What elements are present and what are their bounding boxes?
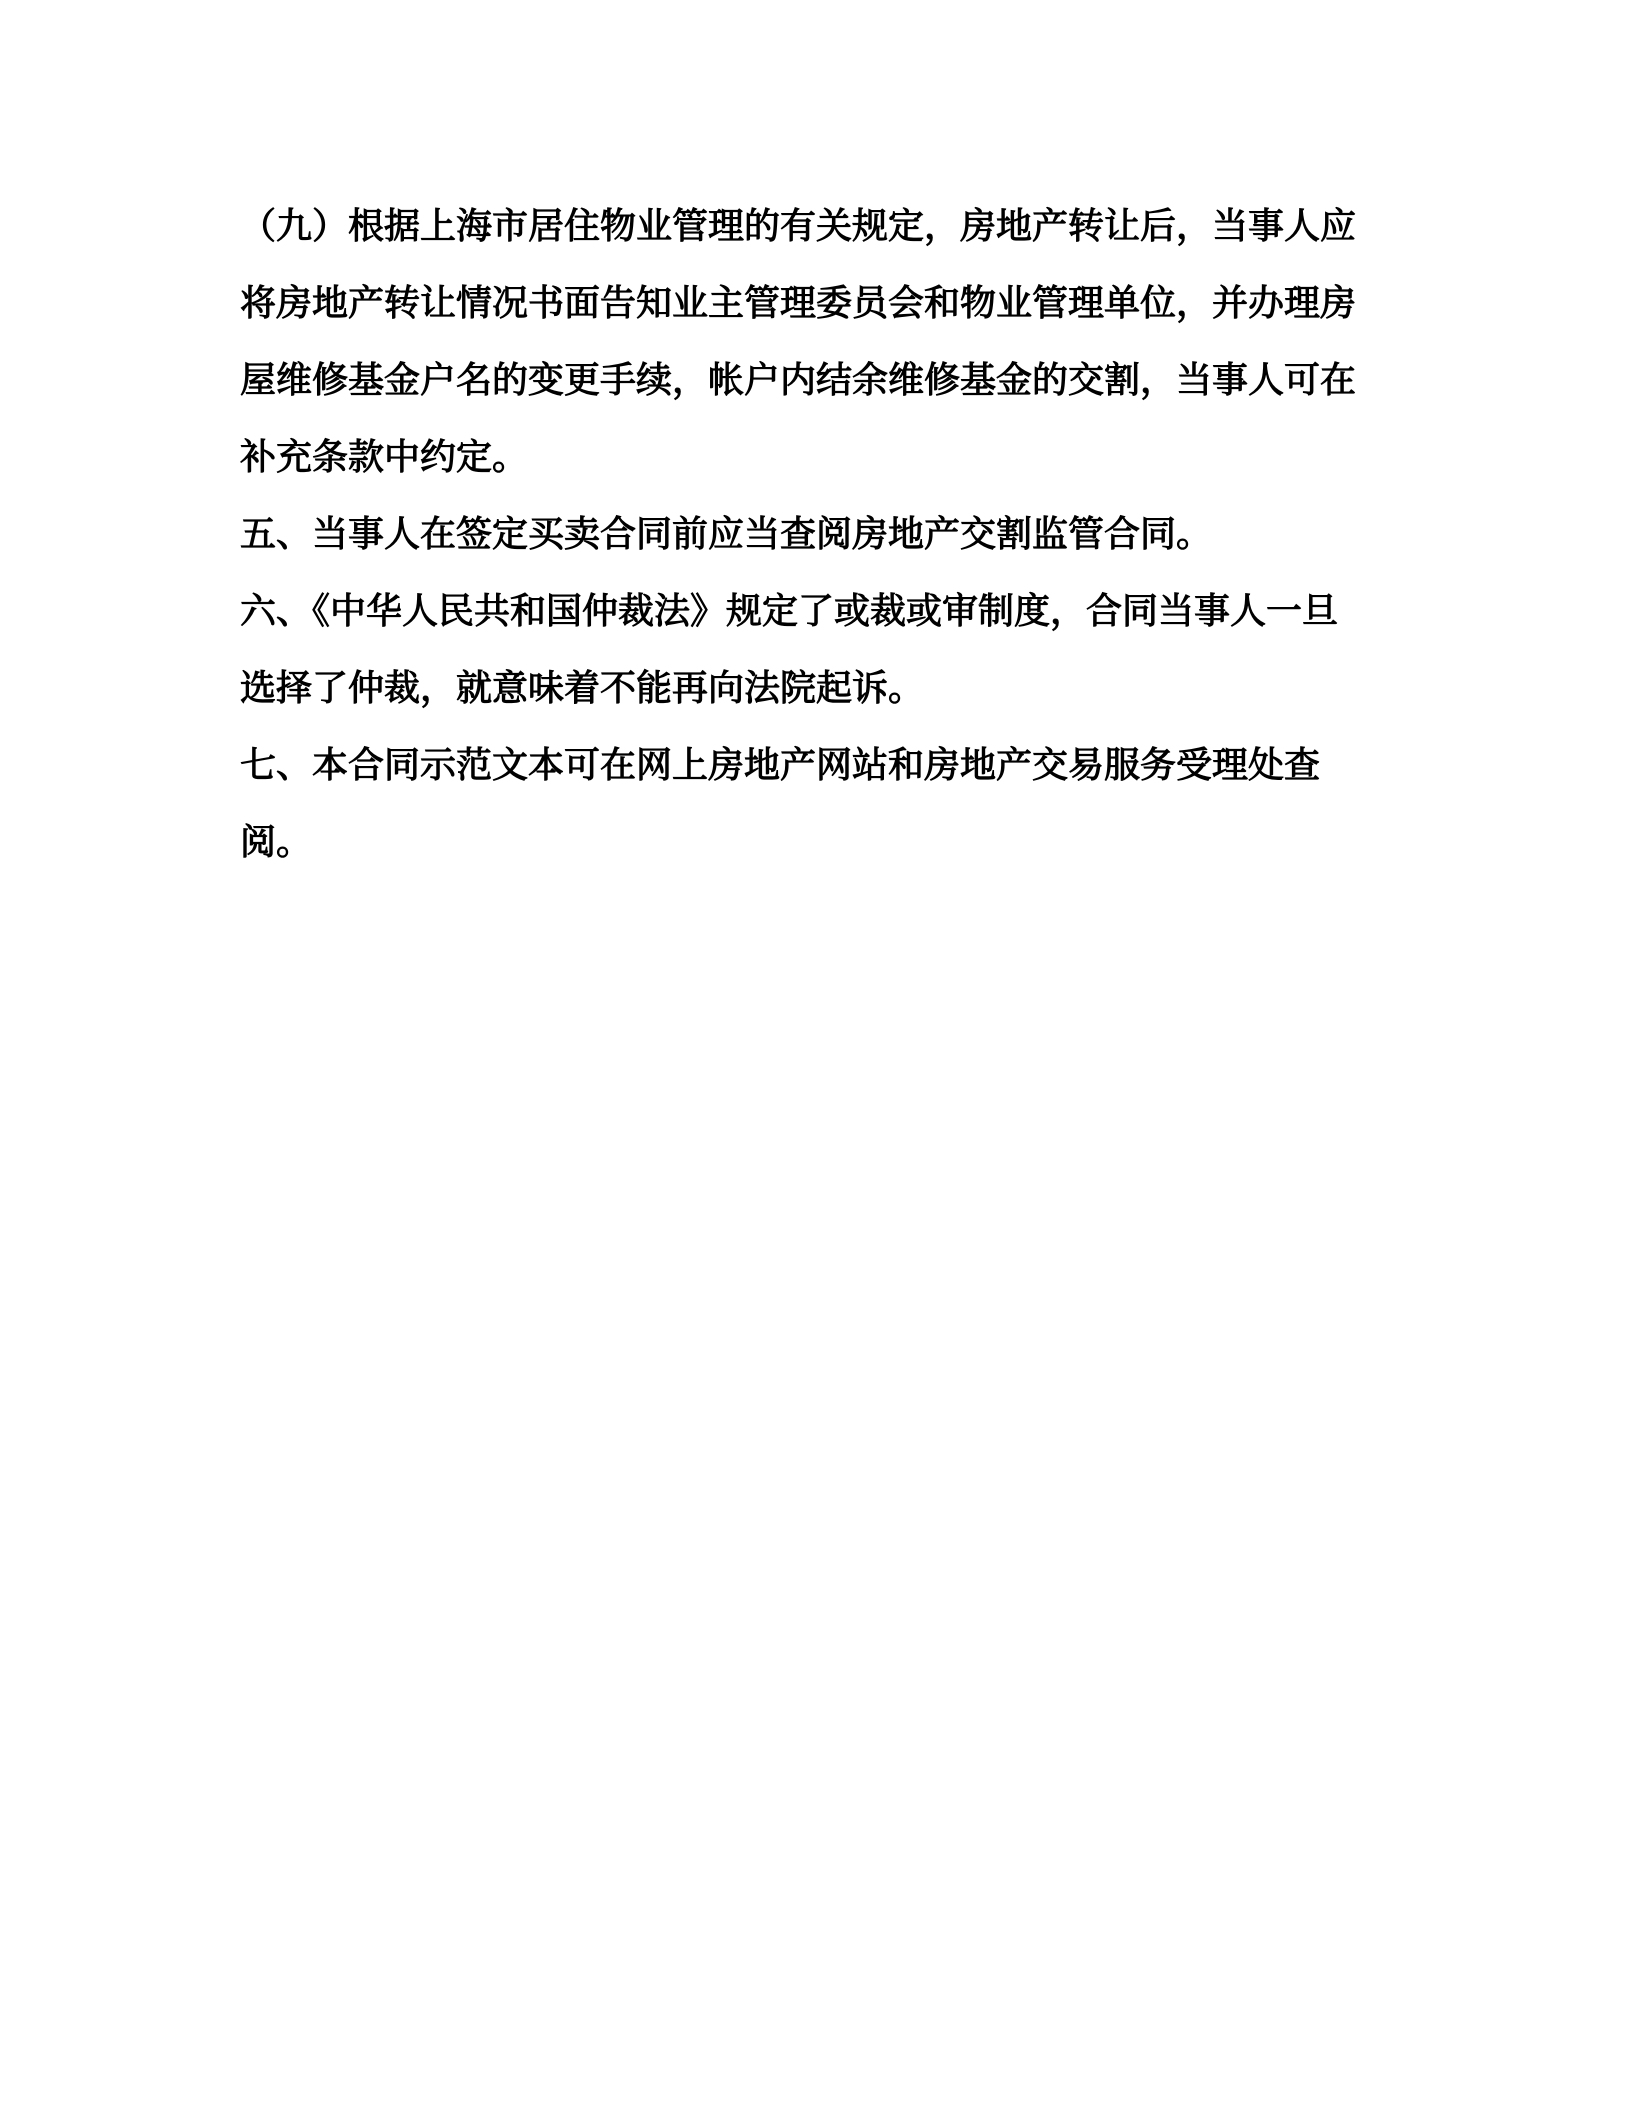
paragraph-section-five: 五、当事人在签定买卖合同前应当查阅房地产交割监管合同。 xyxy=(240,514,1213,555)
paragraph-section-seven: 七、本合同示范文本可在网上房地产网站和房地产交易服务受理处查阅。 xyxy=(240,745,1321,863)
document-body xyxy=(240,188,1360,881)
paragraph-item-nine: （九）根据上海市居住物业管理的有关规定，房地产转让后，当事人应将房地产转让情况书面告知业主管理委员会和物业管理单位，并办理房屋维修基金户名的变更手续，帐户内结余维修基金的交割，当事人可在补充条款中约定。 xyxy=(240,206,1357,478)
paragraph-section-six: 六、《中华人民共和国仲裁法》规定了或裁或审制度，合同当事人一旦选择了仲裁，就意味着不能再向法院起诉。 xyxy=(240,591,1339,709)
